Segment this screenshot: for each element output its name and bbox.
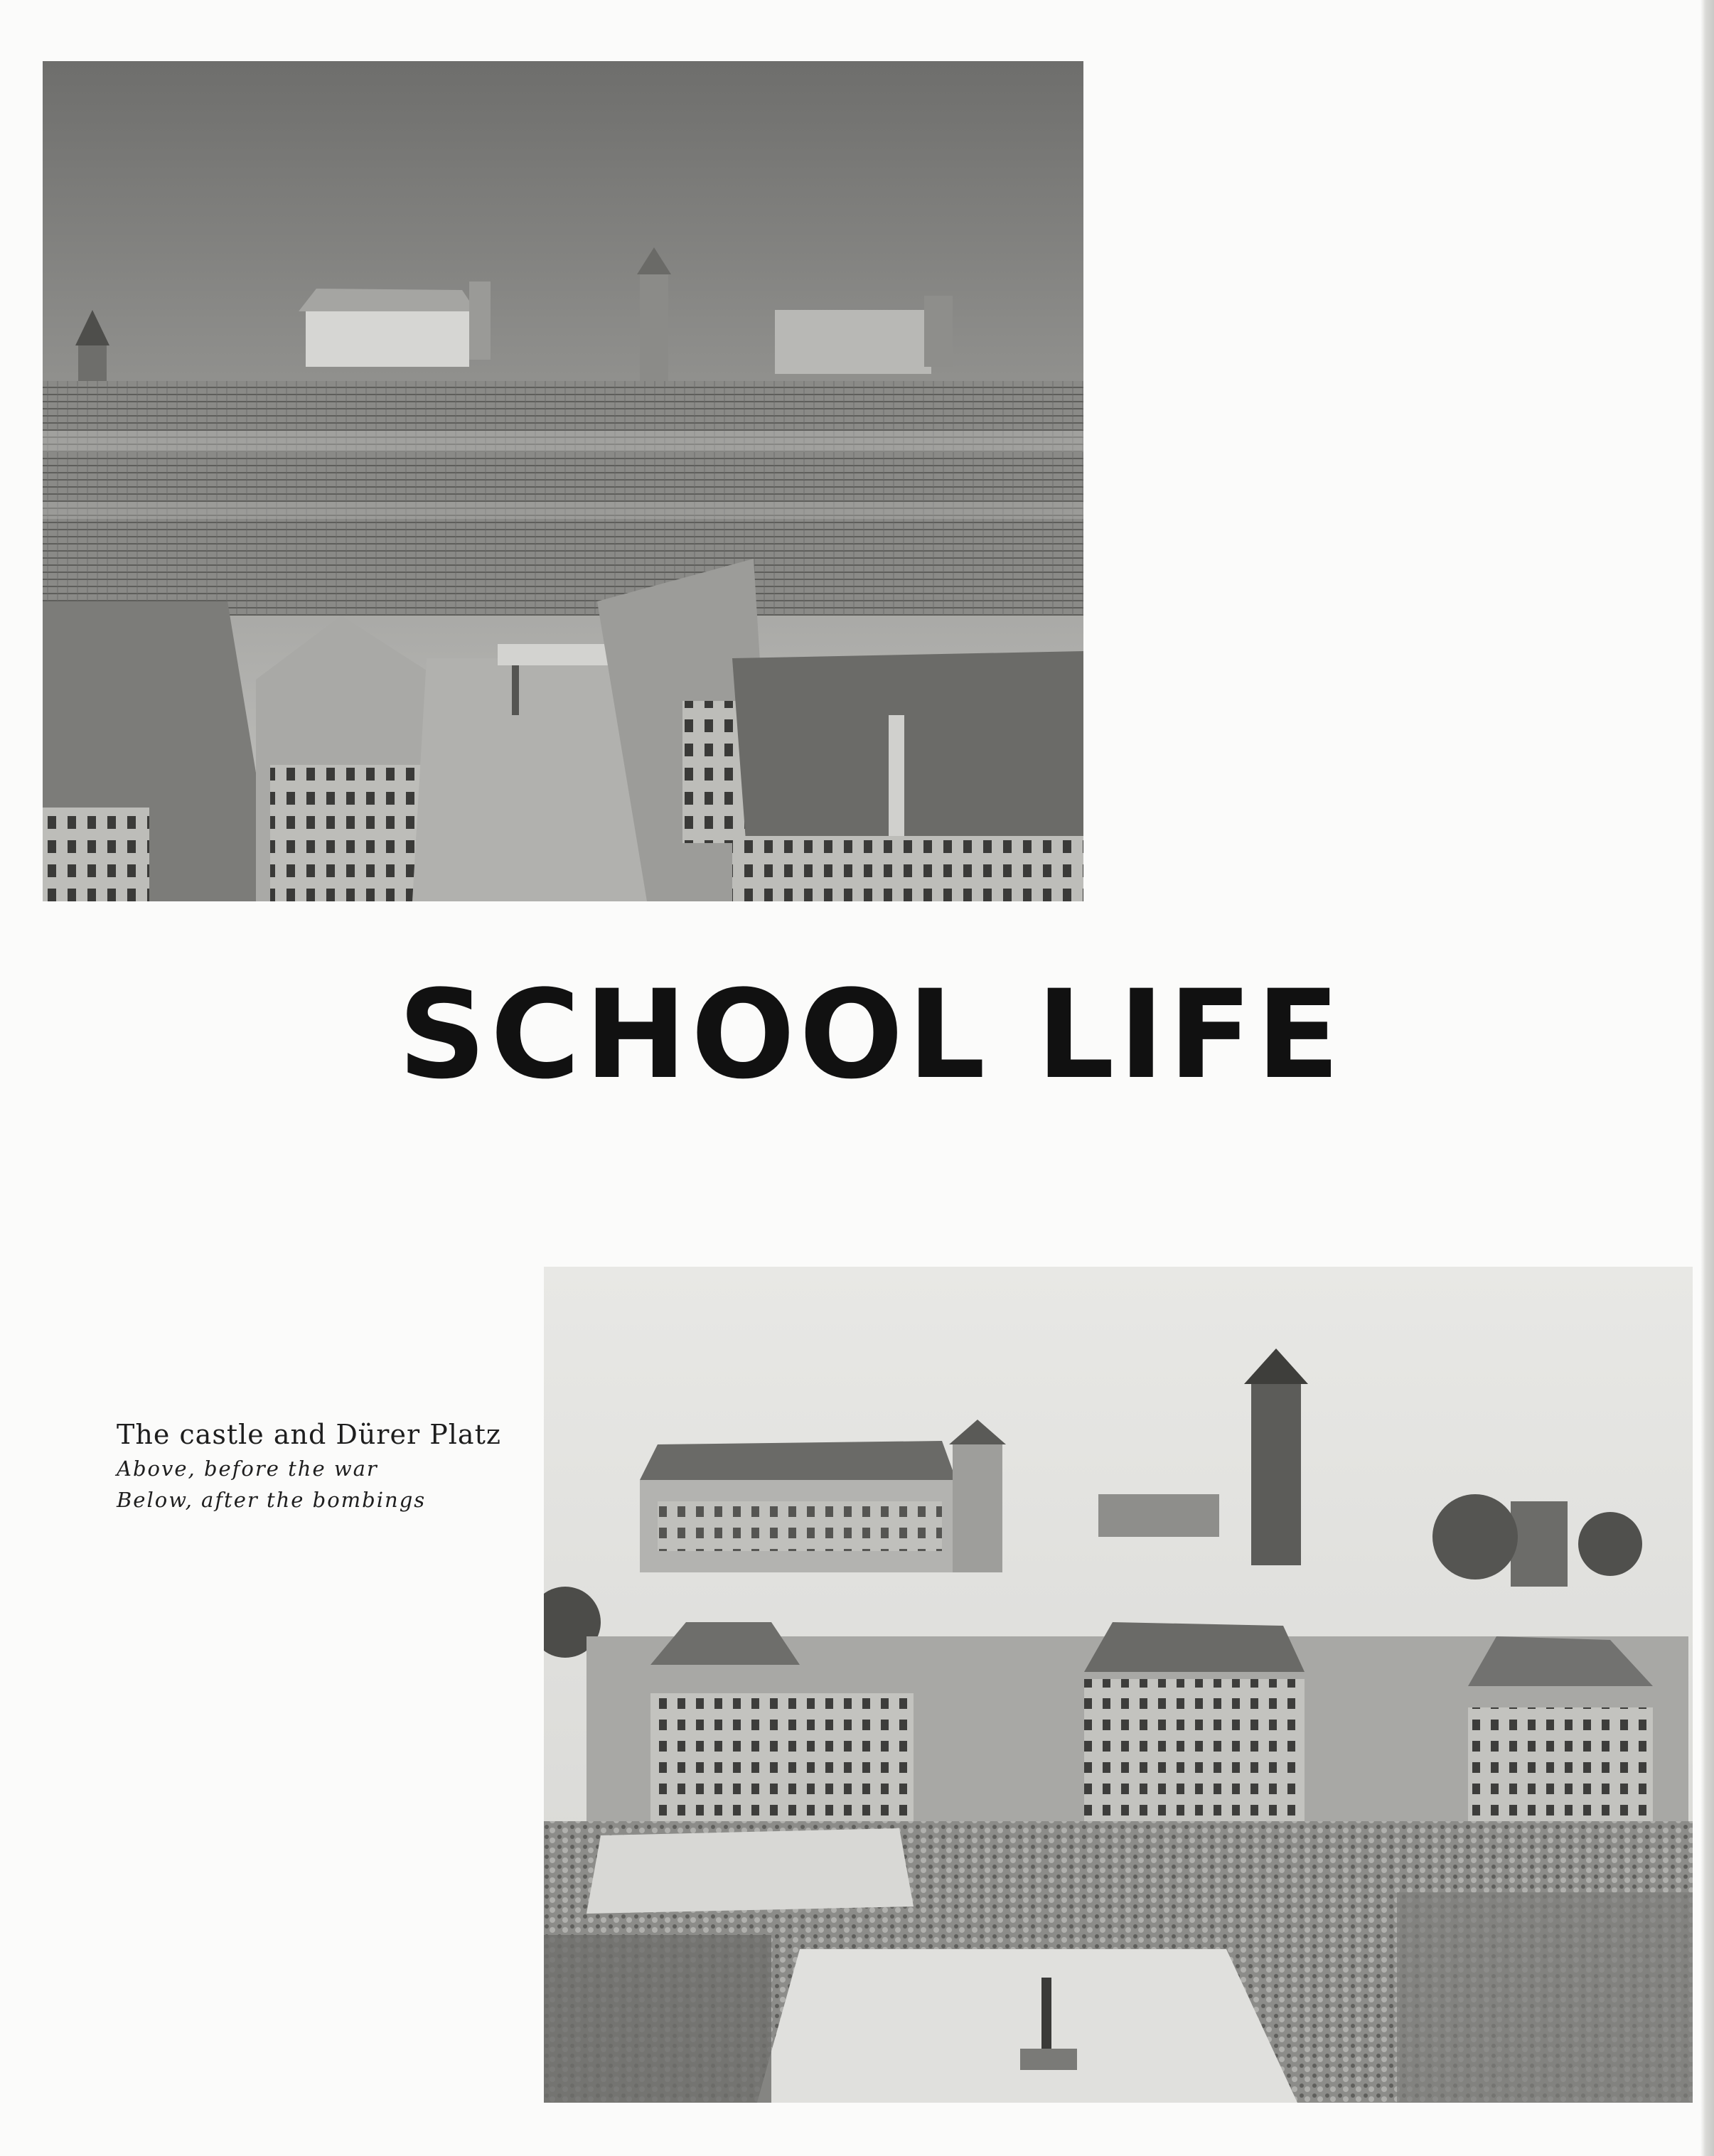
caption-line-above: Above, before the war: [117, 1457, 378, 1481]
caption-line-below: Below, after the bombings: [117, 1488, 427, 1512]
photo-before-war: [43, 61, 1083, 901]
photo-after-bombings: [544, 1267, 1693, 2103]
page-title: SCHOOL LIFE: [398, 963, 1344, 1106]
page-spine-edge: [1700, 0, 1714, 2156]
photo-caption: [117, 1416, 515, 1516]
caption-main: The castle and Dürer Platz: [117, 1419, 501, 1450]
